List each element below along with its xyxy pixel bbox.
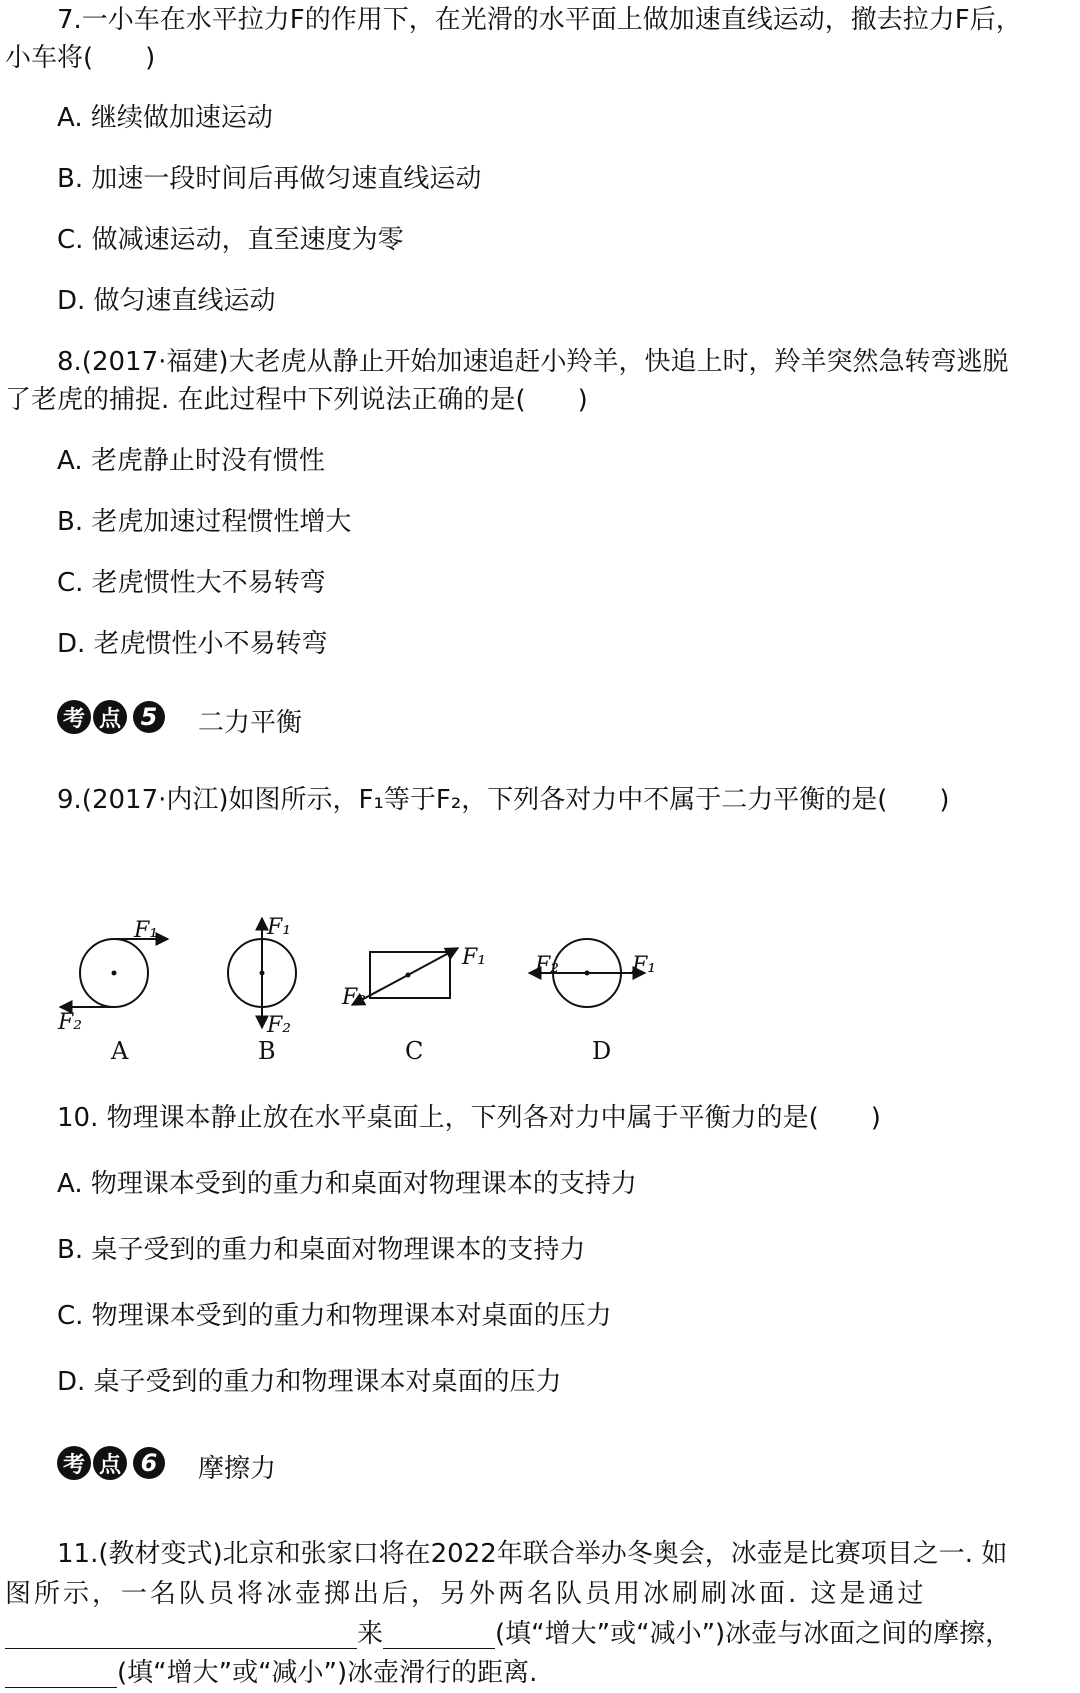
q10-text: 10. 物理课本静止放在水平桌面上，下列各对力中属于平衡力的是( ) bbox=[57, 1103, 881, 1133]
q8-option-a: A. 老虎静止时没有惯性 bbox=[57, 446, 325, 476]
badge-char: 考 bbox=[57, 1446, 91, 1480]
q9-figure bbox=[0, 910, 1080, 1070]
q11-line3 bbox=[5, 1619, 1011, 1649]
q11-line3-end: (填“增大”或“减小”)冰壶与冰面之间的摩擦， bbox=[495, 1619, 1012, 1649]
q10-option-d: D. 桌子受到的重力和物理课本对桌面的压力 bbox=[57, 1367, 562, 1397]
q8-option-d: D. 老虎惯性小不易转弯 bbox=[57, 629, 328, 659]
q8-line2: 了老虎的捕捉. 在此过程中下列说法正确的是( ) bbox=[5, 385, 588, 415]
q10-option-a: A. 物理课本受到的重力和桌面对物理课本的支持力 bbox=[57, 1169, 637, 1199]
fig-d-f1: F₁ bbox=[632, 953, 657, 978]
badge-char: 点 bbox=[93, 700, 127, 734]
q7-line1: 7.一小车在水平拉力F的作用下，在光滑的水平面上做加速直线运动，撤去拉力F后， bbox=[57, 5, 1022, 35]
fig-c-f1: F₁ bbox=[462, 945, 487, 970]
section6-title: 摩擦力 bbox=[198, 1454, 277, 1484]
answer-blank-3[interactable] bbox=[5, 1663, 117, 1688]
badge-number: 5 bbox=[133, 701, 165, 733]
q8-option-c: C. 老虎惯性大不易转弯 bbox=[57, 568, 326, 598]
q8-line1: 8.(2017·福建)大老虎从静止开始加速追赶小羚羊，快追上时，羚羊突然急转弯逃脱 bbox=[57, 347, 1009, 377]
q8-option-b: B. 老虎加速过程惯性增大 bbox=[57, 507, 352, 537]
figure-a bbox=[60, 939, 168, 1007]
q7-option-d: D. 做匀速直线运动 bbox=[57, 286, 276, 316]
fig-a-f1: F₁ bbox=[134, 918, 159, 943]
badge-number: 6 bbox=[133, 1447, 165, 1479]
q11-line4-end: (填“增大”或“减小”)冰壶滑行的距离. bbox=[117, 1658, 538, 1688]
section5-title: 二力平衡 bbox=[198, 708, 303, 738]
fig-c-f2: F₂ bbox=[342, 985, 367, 1010]
badge-char: 点 bbox=[93, 1446, 127, 1480]
fig-label-c: C bbox=[405, 1037, 424, 1065]
fig-a-f2: F₂ bbox=[58, 1010, 83, 1035]
section5-badge bbox=[57, 700, 165, 734]
fig-label-b: B bbox=[258, 1037, 276, 1065]
fig-d-f2: F₂ bbox=[535, 953, 560, 978]
answer-blank-2[interactable] bbox=[383, 1624, 495, 1649]
q11-line4 bbox=[5, 1658, 537, 1688]
q7-option-c: C. 做减速运动，直至速度为零 bbox=[57, 225, 404, 255]
q7-option-a: A. 继续做加速运动 bbox=[57, 103, 273, 133]
badge-char: 考 bbox=[57, 700, 91, 734]
q11-line3-mid: 来 bbox=[357, 1619, 384, 1649]
q10-option-b: B. 桌子受到的重力和桌面对物理课本的支持力 bbox=[57, 1235, 586, 1265]
figure-c bbox=[352, 948, 458, 1005]
fig-label-d: D bbox=[592, 1037, 612, 1065]
q11-line1: 11.(教材变式)北京和张家口将在2022年联合举办冬奥会，冰壶是比赛项目之一. 如 bbox=[57, 1539, 1008, 1569]
answer-blank-1[interactable] bbox=[5, 1624, 357, 1649]
fig-b-f2: F₂ bbox=[267, 1013, 292, 1038]
q9-text: 9.(2017·内江)如图所示，F₁等于F₂，下列各对力中不属于二力平衡的是( ) bbox=[57, 785, 950, 815]
q10-option-c: C. 物理课本受到的重力和物理课本对桌面的压力 bbox=[57, 1301, 612, 1331]
fig-label-a: A bbox=[111, 1037, 129, 1065]
section6-badge bbox=[57, 1446, 165, 1480]
q7-line2: 小车将( ) bbox=[5, 43, 156, 73]
q7-option-b: B. 加速一段时间后再做匀速直线运动 bbox=[57, 164, 482, 194]
fig-b-f1: F₁ bbox=[267, 915, 292, 940]
q11-line2: 图所示，一名队员将冰壶掷出后，另外两名队员用冰刷刷冰面. 这是通过 bbox=[5, 1579, 927, 1609]
